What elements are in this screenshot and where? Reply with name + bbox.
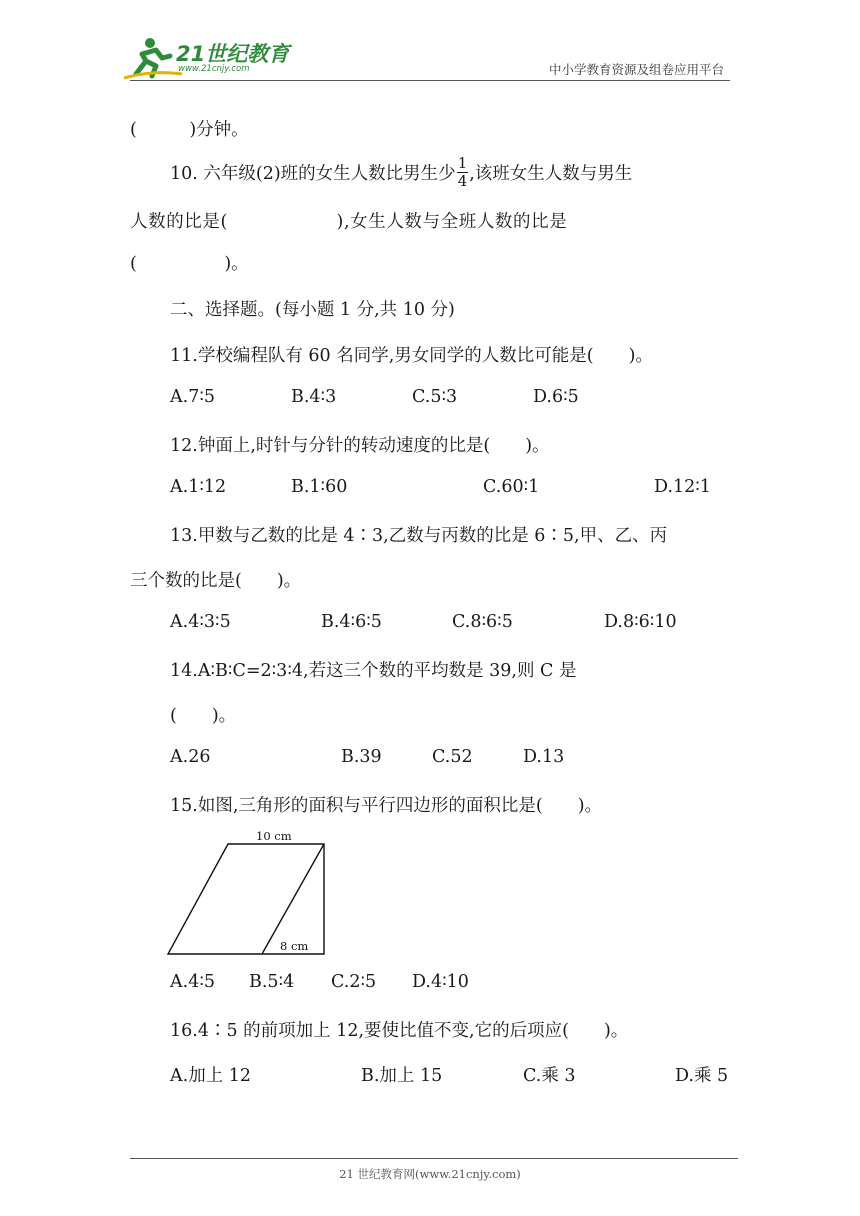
q12-option-d[interactable]: D.12∶1 xyxy=(654,477,711,497)
q15-stem: 15.如图,三角形的面积与平行四边形的面积比是( )。 xyxy=(170,796,603,816)
logo-url: www.21cnjy.com xyxy=(178,64,250,74)
q13-option-b[interactable]: B.4∶6∶5 xyxy=(321,612,382,632)
q16-option-a[interactable]: A.加上 12 xyxy=(170,1066,252,1086)
q12-option-a[interactable]: A.1∶12 xyxy=(170,477,227,497)
q11-option-d[interactable]: D.6∶5 xyxy=(533,387,579,407)
q14-stem-line1: 14.A∶B∶C=2∶3∶4,若这三个数的平均数是 39,则 C 是 xyxy=(170,661,577,681)
logo-text: 21世纪教育 xyxy=(176,42,290,66)
q15-option-d[interactable]: D.4∶10 xyxy=(412,972,469,992)
parallelogram-diagram xyxy=(166,826,332,960)
q16-option-d[interactable]: D.乘 5 xyxy=(675,1066,729,1086)
q13-options xyxy=(0,612,860,636)
q15-option-c[interactable]: C.2∶5 xyxy=(331,972,377,992)
footer-site: 21 世纪教育网(www.21cnjy.com) xyxy=(339,1167,521,1181)
q13-stem-line1: 13.甲数与乙数的比是 4∶3,乙数与丙数的比是 6∶5,甲、乙、丙 xyxy=(170,526,668,546)
q10-line1-text-a: 10. 六年级(2)班的女生人数比男生少 xyxy=(170,164,456,184)
q13-option-d[interactable]: D.8∶6∶10 xyxy=(604,612,677,632)
q11-option-a[interactable]: A.7∶5 xyxy=(170,387,216,407)
q16-option-b[interactable]: B.加上 15 xyxy=(361,1066,443,1086)
q10-line1 xyxy=(170,154,633,191)
q14-option-d[interactable]: D.13 xyxy=(523,747,565,767)
q9-tail: ( )分钟。 xyxy=(130,120,249,140)
q13-option-a[interactable]: A.4∶3∶5 xyxy=(170,612,231,632)
q14-option-c[interactable]: C.52 xyxy=(432,747,473,767)
q12-option-b[interactable]: B.1∶60 xyxy=(291,477,348,497)
q13-stem-line2: 三个数的比是( )。 xyxy=(130,571,302,591)
fraction-numerator: 1 xyxy=(457,154,468,172)
q15-option-b[interactable]: B.5∶4 xyxy=(249,972,295,992)
fraction-denominator: 4 xyxy=(457,172,468,190)
header-divider xyxy=(130,80,730,81)
q14-option-a[interactable]: A.26 xyxy=(170,747,211,767)
q16-option-c[interactable]: C.乘 3 xyxy=(523,1066,576,1086)
q16-options xyxy=(0,1062,860,1086)
q10-line3: ( )。 xyxy=(130,254,249,274)
q14-option-b[interactable]: B.39 xyxy=(341,747,382,767)
q12-stem: 12.钟面上,时针与分针的转动速度的比是( )。 xyxy=(170,436,550,456)
top-side-label: 10 cm xyxy=(256,829,292,843)
triangle-diagonal xyxy=(262,844,324,954)
q15-option-a[interactable]: A.4∶5 xyxy=(170,972,216,992)
q11-stem: 11.学校编程队有 60 名同学,男女同学的人数比可能是( )。 xyxy=(170,346,653,366)
q14-stem-line2: ( )。 xyxy=(170,706,237,726)
q16-stem: 16.4∶5 的前项加上 12,要使比值不变,它的后项应( )。 xyxy=(170,1021,629,1041)
q11-option-b[interactable]: B.4∶3 xyxy=(291,387,337,407)
bottom-side-label: 8 cm xyxy=(280,939,309,953)
q15-options xyxy=(0,972,860,996)
header-platform-name: 中小学教育资源及组卷应用平台 xyxy=(548,62,724,77)
q12-option-c[interactable]: C.60∶1 xyxy=(483,477,540,497)
q14-options xyxy=(0,747,860,771)
section-title: 二、选择题。(每小题 1 分,共 10 分) xyxy=(170,300,455,320)
parallelogram-figure xyxy=(166,826,332,960)
q11-options xyxy=(0,387,860,411)
q11-option-c[interactable]: C.5∶3 xyxy=(412,387,458,407)
q13-option-c[interactable]: C.8∶6∶5 xyxy=(452,612,513,632)
q12-options xyxy=(0,477,860,501)
parallelogram-shape xyxy=(168,844,324,954)
footer-divider xyxy=(130,1158,738,1159)
q10-line1-text-b: ,该班女生人数与男生 xyxy=(469,164,633,184)
q10-line2: 人数的比是( ),女生人数与全班人数的比是 xyxy=(130,212,568,232)
fraction-one-quarter xyxy=(457,156,469,189)
